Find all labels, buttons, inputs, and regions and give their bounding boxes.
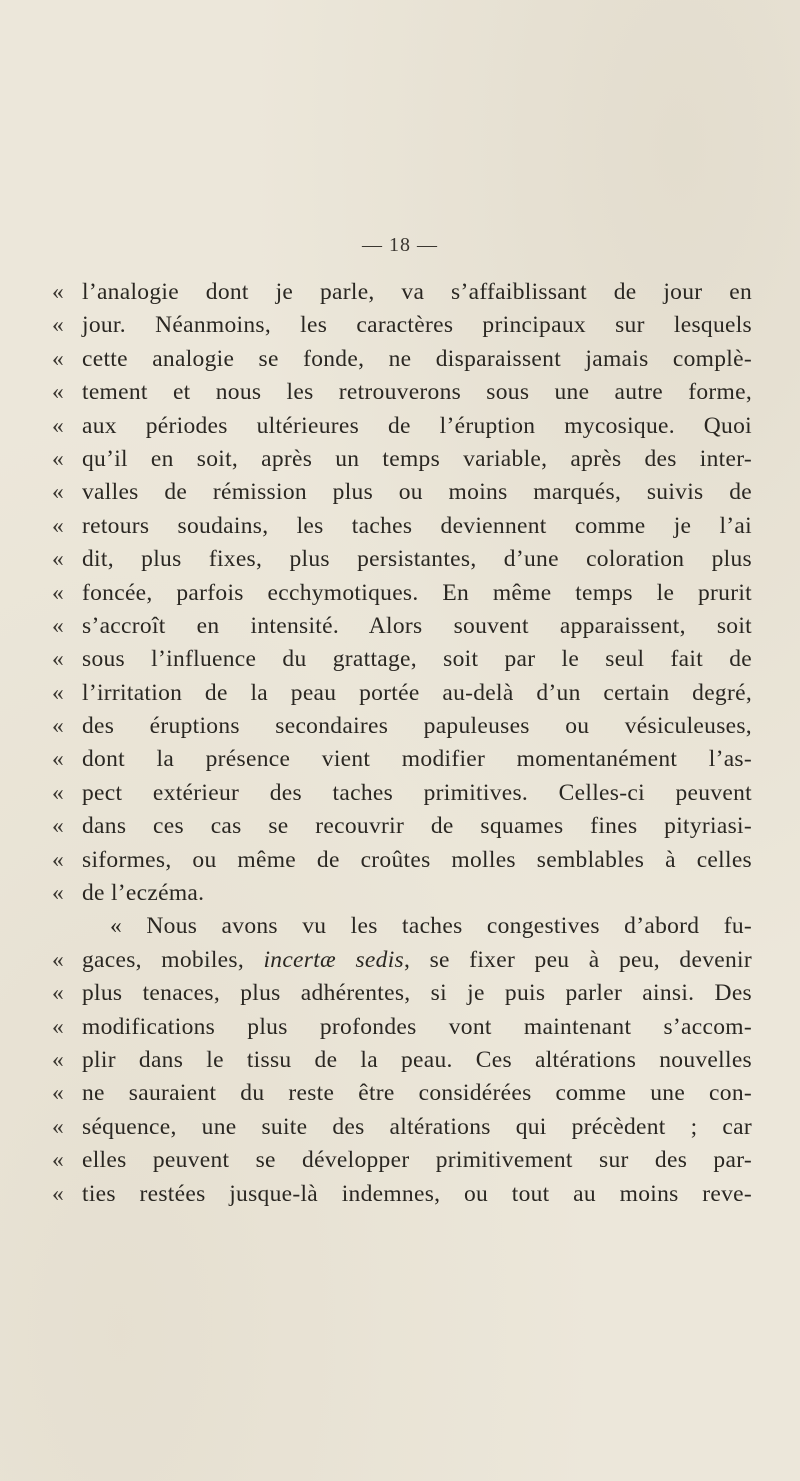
line-text: l’irritation de la peau portée au-delà d’un certain degré,: [82, 679, 752, 706]
text-line: [52, 743, 752, 776]
quote-mark: «: [52, 646, 64, 673]
quote-mark: «: [52, 345, 64, 372]
text-line: [52, 343, 752, 376]
quote-mark: «: [52, 412, 64, 439]
line-text: valles de rémission plus ou moins marqués, suivis de: [82, 479, 752, 506]
line-text: plir dans le tissu de la peau. Ces altérations nouvelles: [82, 1046, 752, 1073]
quote-mark: «: [52, 379, 64, 406]
quote-mark: «: [52, 512, 64, 539]
text-line: [52, 276, 752, 309]
line-text: retours soudains, les taches deviennent comme je l’ai: [82, 512, 752, 539]
page-number: — 18 —: [362, 234, 438, 256]
line-text: sous l’influence du grattage, soit par le seul fait de: [82, 646, 752, 673]
quote-mark: «: [52, 1180, 64, 1207]
line-text: elles peuvent se développer primitivement sur des par-: [82, 1147, 752, 1174]
line-text: séquence, une suite des altérations qui précèdent ; car: [82, 1113, 752, 1140]
quote-mark: «: [52, 1046, 64, 1073]
quote-mark: «: [52, 813, 64, 840]
line-text-post: , se fixer peu à peu, devenir: [403, 946, 752, 973]
quote-mark: «: [52, 980, 64, 1007]
text-line: [52, 1077, 752, 1110]
text-line: [52, 810, 752, 843]
line-text: dit, plus fixes, plus persistantes, d’une coloration plus: [82, 546, 752, 573]
text-line: [52, 1178, 752, 1211]
quote-mark: «: [52, 713, 64, 740]
quote-mark: «: [52, 612, 64, 639]
text-line: [52, 543, 752, 576]
paragraph-start-line: [52, 910, 752, 943]
line-text: « Nous avons vu les taches congestives d’abord fu-: [110, 913, 752, 940]
line-text: dont la présence vient modifier momentanément l’as-: [82, 746, 752, 773]
quote-mark: «: [52, 946, 64, 973]
line-text: jour. Néanmoins, les caractères principaux sur lesquels: [82, 312, 752, 339]
text-line: [52, 643, 752, 676]
line-text: pect extérieur des taches primitives. Celles-ci peuvent: [82, 779, 752, 806]
text-line: [52, 577, 752, 610]
line-text: ne sauraient du reste être considérées comme une con-: [82, 1080, 752, 1107]
line-text: modifications plus profondes vont maintenant s’accom-: [82, 1013, 752, 1040]
quote-mark: «: [52, 1013, 64, 1040]
line-text: dans ces cas se recouvrir de squames fines pityriasi-: [82, 813, 752, 840]
quote-mark: «: [52, 1080, 64, 1107]
text-line: [52, 376, 752, 409]
text-line: [52, 677, 752, 710]
line-text: aux périodes ultérieures de l’éruption mycosique. Quoi: [82, 412, 752, 439]
line-text: des éruptions secondaires papuleuses ou vésiculeuses,: [82, 713, 752, 740]
line-text: foncée, parfois ecchymotiques. En même temps le prurit: [82, 579, 752, 606]
quote-mark: «: [52, 746, 64, 773]
text-line: [52, 309, 752, 342]
line-text: cette analogie se fonde, ne disparaissent jamais complè-: [82, 345, 752, 372]
quote-mark: «: [52, 846, 64, 873]
quote-mark: «: [52, 880, 64, 907]
text-line: [52, 710, 752, 743]
text-line: [52, 844, 752, 877]
quote-mark: «: [52, 679, 64, 706]
text-line: [52, 1011, 752, 1044]
text-line: [52, 476, 752, 509]
text-line: [52, 510, 752, 543]
quote-mark: «: [52, 479, 64, 506]
line-text-mixed: [82, 944, 752, 977]
quote-mark: «: [52, 279, 64, 305]
line-text: s’accroît en intensité. Alors souvent apparaissent, soit: [82, 612, 752, 639]
latin-phrase: incertæ sedis: [263, 946, 404, 973]
quote-mark: «: [52, 1113, 64, 1140]
line-text-pre: gaces, mobiles,: [82, 946, 264, 973]
quote-mark: [52, 910, 82, 943]
quote-mark: «: [52, 579, 64, 606]
text-line: [52, 944, 752, 977]
text-line: [52, 777, 752, 810]
line-text: l’analogie dont je parle, va s’affaiblissant de jour en: [82, 279, 752, 305]
text-line: [52, 1111, 752, 1144]
text-line: [52, 410, 752, 443]
line-text: siformes, ou même de croûtes molles semblables à celles: [82, 846, 752, 873]
text-line: [52, 610, 752, 643]
body-text: [52, 276, 752, 1211]
quote-mark: «: [52, 312, 64, 339]
quote-mark: «: [52, 546, 64, 573]
line-text: qu’il en soit, après un temps variable, après des inter-: [82, 445, 752, 472]
text-line: [52, 1044, 752, 1077]
line-text: plus tenaces, plus adhérentes, si je puis parler ainsi. Des: [82, 980, 752, 1007]
text-line: [52, 443, 752, 476]
text-line: [52, 1144, 752, 1177]
text-line: [52, 977, 752, 1010]
quote-mark: «: [52, 445, 64, 472]
line-text: ties restées jusque-là indemnes, ou tout au moins reve-: [82, 1180, 752, 1207]
quote-mark: «: [52, 779, 64, 806]
line-text: de l’eczéma.: [82, 880, 205, 907]
line-text: tement et nous les retrouverons sous une autre forme,: [82, 379, 752, 406]
quote-mark: «: [52, 1147, 64, 1174]
text-line: [52, 877, 752, 910]
